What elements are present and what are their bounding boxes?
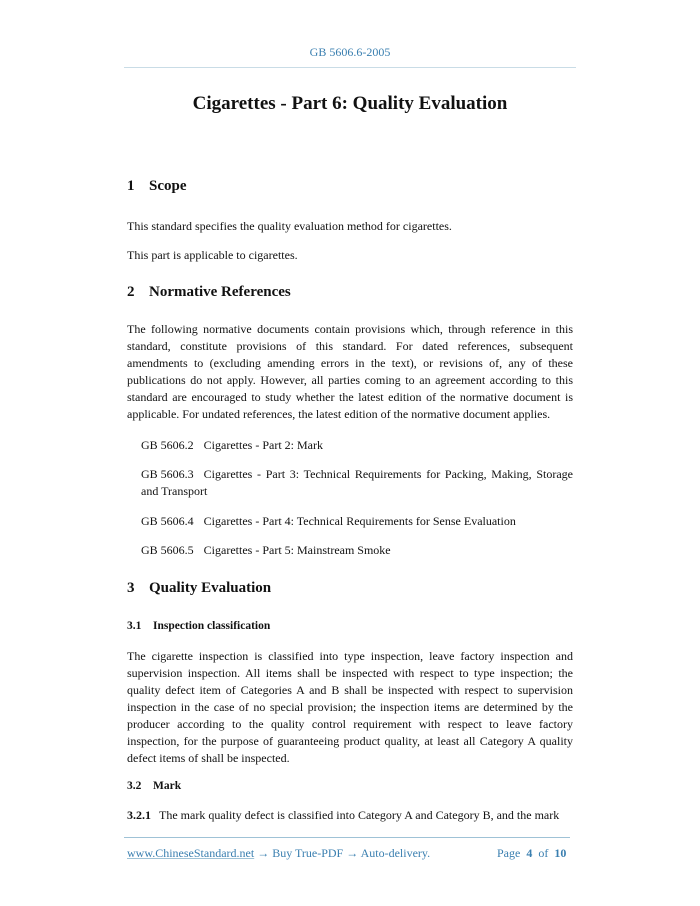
subsection-heading-inspection-classification <box>127 620 270 632</box>
auto-delivery-text: Auto-delivery. <box>360 846 431 860</box>
clause-3-2-1 <box>127 807 573 824</box>
section-title: Scope <box>149 178 187 194</box>
reference-title: Cigarettes - Part 2: Mark <box>203 438 323 452</box>
scope-paragraph-2: This part is applicable to cigarettes. <box>127 248 298 262</box>
subsection-title: Mark <box>153 780 182 792</box>
reference-item <box>141 437 573 454</box>
section-number: 1 <box>127 178 135 194</box>
reference-item <box>141 513 573 530</box>
scope-paragraph-1: This standard specifies the quality evaluation method for cigarettes. <box>127 219 452 233</box>
section-title: Quality Evaluation <box>149 580 272 596</box>
reference-title: Cigarettes - Part 5: Mainstream Smoke <box>203 543 391 557</box>
arrow-right-icon: → <box>346 846 359 860</box>
page-label: Page <box>497 846 521 860</box>
page-of: of <box>538 846 549 860</box>
clause-number: 3.2.1 <box>127 808 151 822</box>
reference-code: GB 5606.5 <box>141 543 194 557</box>
page-total: 10 <box>554 846 567 860</box>
reference-item <box>141 466 573 500</box>
section-heading-scope <box>127 178 187 195</box>
reference-code: GB 5606.2 <box>141 438 194 452</box>
reference-code: GB 5606.4 <box>141 514 194 528</box>
section-heading-normative-references <box>127 284 291 301</box>
section-heading-quality-evaluation <box>127 580 271 597</box>
subsection-heading-mark <box>127 780 181 792</box>
subsection-number: 3.1 <box>127 620 142 632</box>
normative-references-intro: The following normative documents contain provisions which, through reference in this standard, constitute provisions of this standard. For dated references, subsequent amendments to (excluding amending errors in the text), or revisions of, any of these publications do not apply. However, all parties coming to an agreement according to this standard are encouraged to study whether the latest edition of the normative document is applicable. For undated references, the latest edition of the normative document applies. <box>127 322 573 421</box>
document-title: Cigarettes - Part 6: Quality Evaluation <box>192 93 508 114</box>
reference-title: Cigarettes - Part 3: Technical Requirements for Packing, Making, Storage and Transport <box>141 467 573 498</box>
page-indicator <box>497 846 569 861</box>
reference-title: Cigarettes - Part 4: Technical Requirements for Sense Evaluation <box>203 514 516 528</box>
footer-promo <box>127 846 430 861</box>
inspection-classification-paragraph: The cigarette inspection is classified into type inspection, leave factory inspection and supervision inspection. All items shall be inspected with respect to type inspection; the quality defect item of Categories A and B shall be inspected with respect to supervision inspection in the case of no special provision; the inspection items are determined by the producer according to the quality control requirement with respect to leave factory inspection, for the purpose of guaranteeing product quality, at least all Category A quality defect items of shall be inspected. <box>127 649 573 765</box>
page-current: 4 <box>526 846 533 860</box>
section-number: 2 <box>127 284 135 300</box>
section-number: 3 <box>127 580 135 596</box>
footer-divider <box>124 837 570 838</box>
header-standard-code: GB 5606.6-2005 <box>309 45 391 59</box>
buy-true-pdf-text: Buy True-PDF <box>272 846 344 860</box>
section-title: Normative References <box>149 284 291 300</box>
clause-text: The mark quality defect is classified into Category A and Category B, and the mark <box>159 808 560 822</box>
subsection-number: 3.2 <box>127 780 142 792</box>
subsection-title: Inspection classification <box>153 620 271 632</box>
reference-code: GB 5606.3 <box>141 467 194 481</box>
chinesestandard-link[interactable]: www.ChineseStandard.net <box>127 846 255 860</box>
header-divider <box>124 67 576 68</box>
arrow-right-icon: → <box>257 846 270 860</box>
reference-item <box>141 542 573 559</box>
